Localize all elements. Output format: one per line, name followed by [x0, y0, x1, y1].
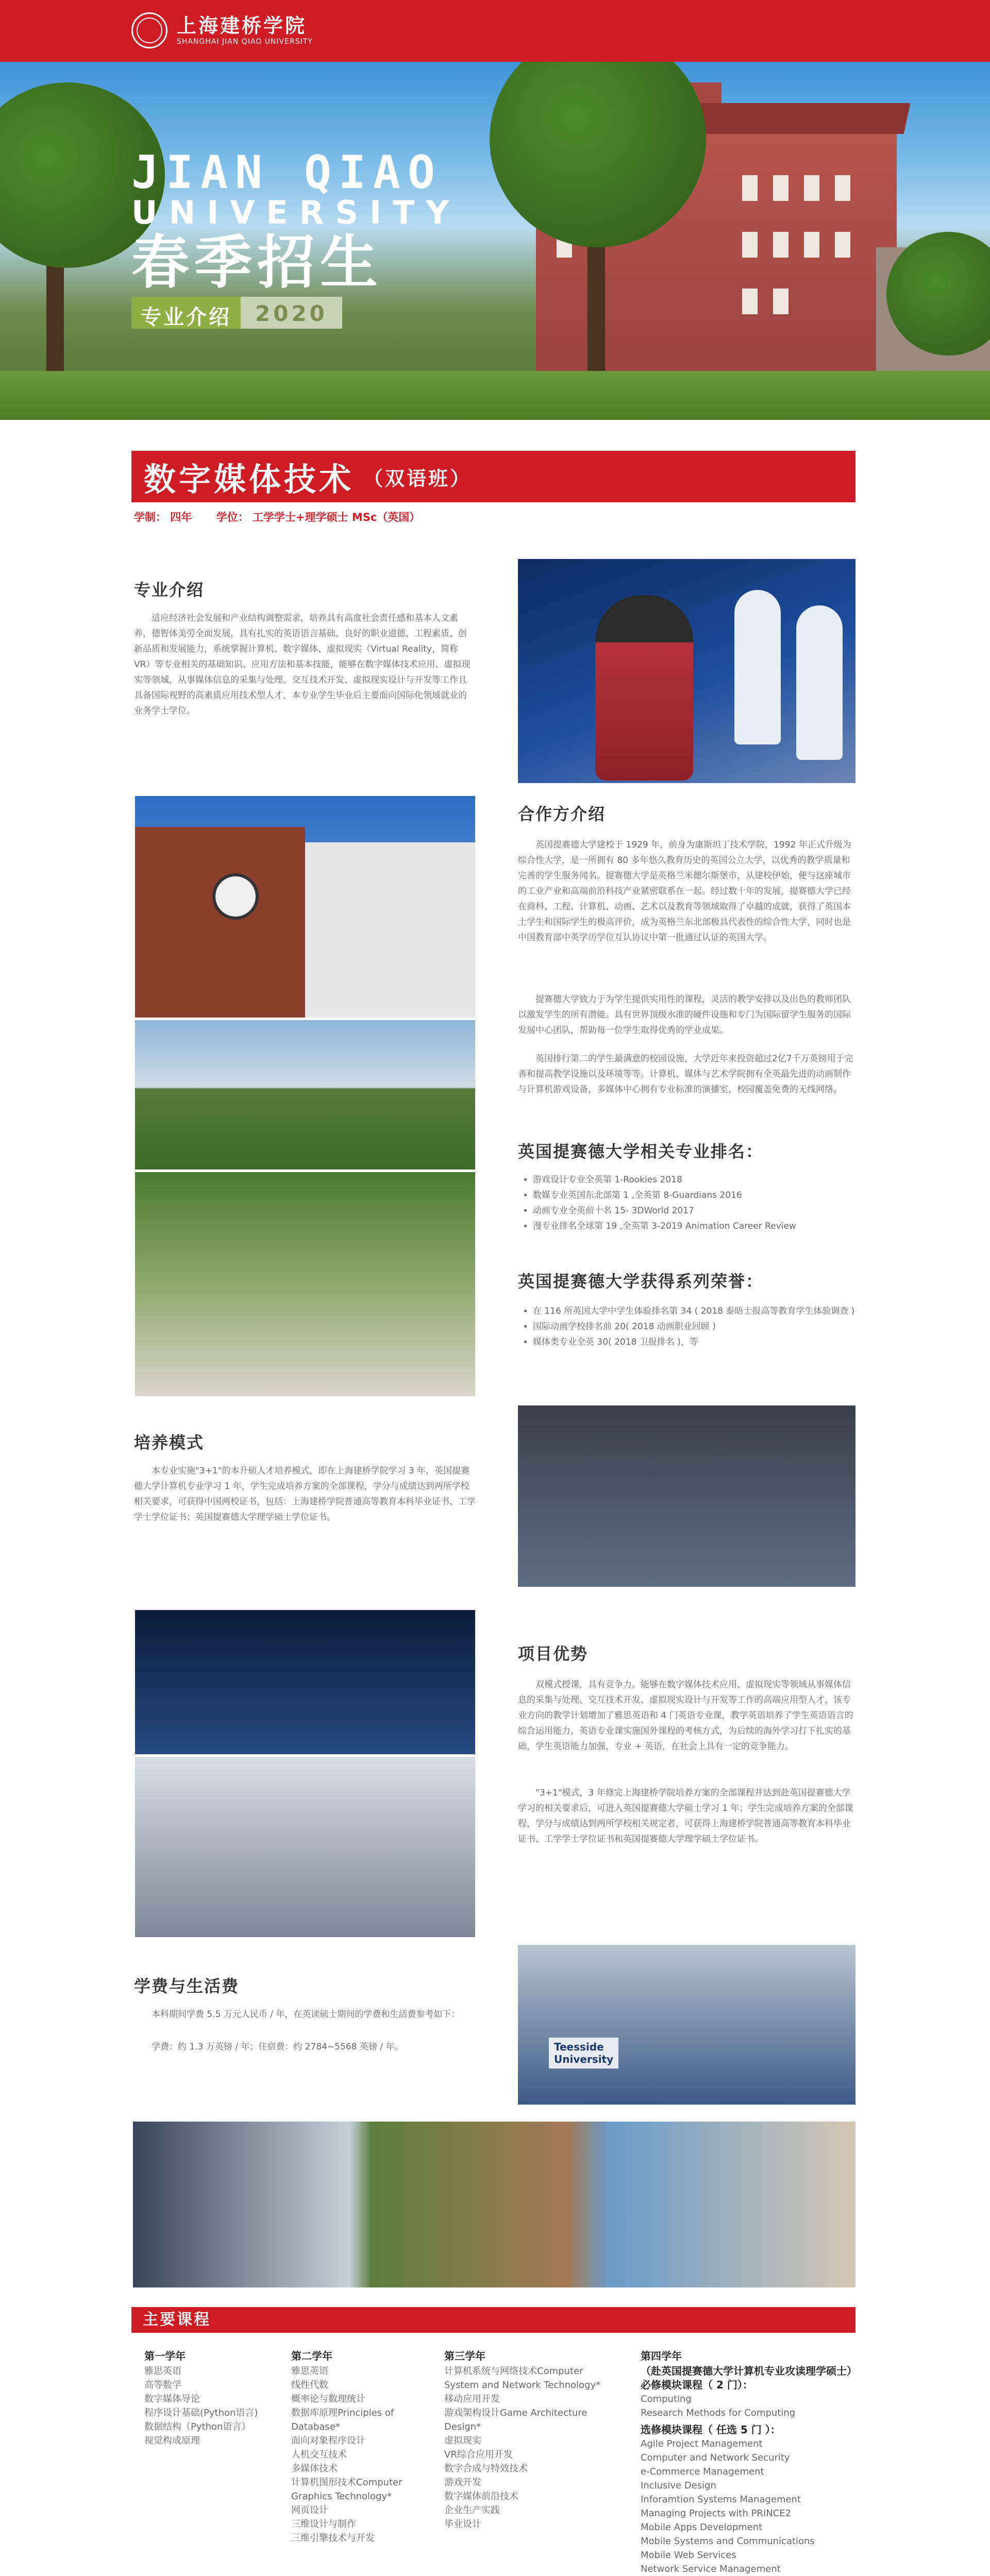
program-title-banner	[131, 451, 855, 502]
hero-tag	[131, 297, 342, 329]
teesside-sign-line1: Teesside	[554, 2041, 604, 2053]
course-item: 企业生产实践	[444, 2505, 500, 2516]
partner-paragraph-3: 英国排行第二的学生最满意的校园设施，大学近年来投资超过2亿7千万英镑用于完善和提高教学设施以及环境等等。计算机、媒体与艺术学院拥有全英最先进的动画制作与计算机游戏设备，多媒体中心拥有专业标准的演播室，校园覆盖免费的无线网络。	[518, 1054, 853, 1095]
course-item: Network Service Management	[641, 2564, 781, 2574]
year-title: 第一学年	[144, 2350, 186, 2362]
campus-photo-strip	[133, 2122, 855, 2287]
course-item: 移动应用开发	[444, 2394, 500, 2404]
course-item: 毕业设计	[444, 2519, 481, 2530]
course-item: 概率论与数理统计	[291, 2394, 365, 2404]
list-item: • 漫专业排名全球第 19 ,全英第 3-2019 Animation Career Review	[533, 1218, 855, 1234]
teesside-sign-line2: University	[554, 2053, 614, 2065]
computer-lab-photo	[135, 1757, 475, 1937]
course-item: Managing Projects with PRINCE2	[641, 2508, 792, 2519]
header-bar	[0, 0, 990, 62]
intro-heading: 专业介绍	[134, 580, 205, 600]
course-item: Database*	[291, 2421, 340, 2432]
course-item: 虚拟现实	[444, 2435, 481, 2446]
course-item: 计算机图形技术Computer	[291, 2477, 402, 2488]
training-heading: 培养模式	[134, 1433, 205, 1452]
teesside-sign	[549, 2038, 618, 2069]
campus-city-photo	[135, 1020, 475, 1170]
training-text: 本专业实施"3+1"的本升硕人才培养模式，即在上海建桥学院学习 3 年，英国提赛德大学计算机专业学习 1 年，学生完成培养方案的全部课程，学分与成绩达到两所学校相关要求，可获得中国两校证书，包括：上海建桥学院普通高等教育本科毕业证书、工学学士学位证书；英国提赛德大学理学硕士学位证书。	[134, 1466, 476, 1522]
honors-heading: 英国提赛德大学获得系列荣誉：	[518, 1272, 764, 1291]
university-seal-icon	[131, 12, 167, 48]
list-item: • 游戏设计专业全英第 1-Rookies 2018	[533, 1172, 855, 1188]
advantage-paragraph-2: "3+1"模式，3 年修完上海建桥学院培养方案的全部课程并达到赴英国提赛德大学学习的相关要求后，可进入英国提赛德大学硕士学习 1 年；学生完成培养方案的全部课程，学分与成绩达到两所学校相关规定者，可获得上海建桥学院普通高等教育本科毕业证书、工学学士学位证书和英国提赛德大学理学硕士学位证书。	[518, 1788, 853, 1844]
advantage-heading: 项目优势	[518, 1644, 589, 1664]
program-meta	[134, 509, 441, 524]
program-duration: 学制： 四年	[134, 511, 192, 523]
course-item: 程序设计基础(Python语言)	[144, 2408, 258, 2418]
partner-paragraph-2: 提赛德大学致力于为学生提供实用性的课程，灵活的教学安排以及出色的教师团队以激发学生的所有潜能。具有世界顶级水准的硬件设施和专门为国际留学生服务的国际发展中心团队，帮助每一位学生取得优秀的学业成果。	[518, 994, 851, 1036]
course-item: 雅思英语	[291, 2366, 328, 2377]
required-modules-title: 必修模块课程（ 2 门）：	[641, 2379, 753, 2391]
course-year-3	[444, 2349, 630, 2531]
program-title: 数字媒体技术	[144, 460, 355, 498]
hero-banner	[0, 62, 990, 420]
course-item: 游戏开发	[444, 2477, 481, 2488]
lab-dummy-photo	[135, 1610, 475, 1754]
campus-clock-tower-photo	[135, 796, 475, 1018]
course-item: 网页设计	[291, 2505, 328, 2516]
course-item: Design*	[444, 2421, 481, 2432]
ranking-list	[521, 1172, 855, 1234]
course-year-1	[144, 2349, 283, 2448]
list-item: • 在 116 所英国大学中学生体验排名第 34 ( 2018 泰晤士报高等教育学生体验调查 )	[533, 1303, 855, 1319]
partner-heading: 合作方介绍	[518, 804, 606, 824]
year-4-subtitle: （赴英国提赛德大学计算机专业攻读理学硕士）	[641, 2365, 857, 2377]
hero-title-line2: UNIVERSITY	[131, 194, 461, 231]
course-item: 数字媒体前沿技术	[444, 2491, 518, 2502]
course-item: 数字合成与特效技术	[444, 2463, 528, 2474]
partner-paragraph-1: 英国提赛德大学建校于 1929 年，前身为康斯坦丁技术学院，1992 年正式升级为综合性大学，是一所拥有 80 多年悠久教育历史的英国公立大学，以优秀的教学质量和完善的学生服务闻名。提赛德大学是英格兰米德尔斯堡市，从建校伊始，便与这座城市的工业产业和高端前沿科技产业紧密联系在一起。经过数十年的发展，提赛德大学已经在商科、工程、计算机、动画、艺术以及教育等领域取得了卓越的成就，获得了英国本土学生和国际学生的极高评价，成为英格兰东北部极具代表性的综合性大学，同时也是中国教育部中英学历学位互认协议中第一批通过认证的英国大学。	[518, 840, 851, 943]
course-item: System and Network Technology*	[444, 2380, 601, 2391]
course-item: 雅思英语	[144, 2366, 181, 2377]
course-item: Mobile Apps Development	[641, 2522, 763, 2533]
course-item: Research Methods for Computing	[641, 2408, 796, 2418]
hero-title-chinese: 春季招生	[131, 229, 383, 296]
course-item: 线性代数	[291, 2380, 328, 2391]
course-item: e-Commerce Management	[641, 2466, 764, 2477]
course-year-4	[641, 2349, 857, 2576]
course-item: 游戏架构设计Game Architecture	[444, 2408, 588, 2418]
university-logo[interactable]	[131, 12, 313, 48]
tuition-heading: 学费与生活费	[134, 1976, 240, 1996]
ranking-heading: 英国提赛德大学相关专业排名：	[518, 1142, 764, 1161]
courses-heading: 主要课程	[131, 2307, 855, 2333]
hero-tag-year: 2020	[241, 297, 342, 329]
teesside-campus-photo	[518, 1945, 855, 2105]
course-item: 数据结构（Python语言）	[144, 2421, 251, 2432]
course-item: 数字媒体导论	[144, 2394, 200, 2404]
course-item: 人机交互技术	[291, 2449, 347, 2460]
tuition-line-1: 本科期间学费 5.5 万元人民币 / 年，在英读硕士期间的学费和生活费参考如下：	[152, 2009, 460, 2020]
elective-modules-title: 选修模块课程（ 任选 5 门 ）：	[641, 2424, 781, 2436]
course-item: 面向对象程序设计	[291, 2435, 365, 2446]
year-title: 第三学年	[444, 2350, 485, 2362]
logo-english-name: SHANGHAI JIAN QIAO UNIVERSITY	[177, 38, 313, 46]
program-degree: 学位： 工学学士+理学硕士 MSc（英国）	[216, 511, 421, 523]
course-item: Agile Project Management	[641, 2438, 763, 2449]
vr-student-photo	[518, 559, 855, 783]
program-title-variant: （双语班）	[363, 467, 472, 490]
classroom-photo	[518, 1405, 855, 1587]
advantage-paragraph-1: 双模式授课，具有竞争力。能够在数字媒体技术应用、虚拟现实等领域从事媒体信息的采集与处理、交互技术开发、虚拟现实设计与开发等工作的高端应用型人才，该专业方向的教学计划增加了雅思英语和 4 门英语专业课，教学英语培养了学生英语语言的综合运用能力，英语专业课实施国外课程的考核方式，为后续的海外学习打下扎实的基础，学生英语能力加强，专业 + 英语，在社会上具有一定的竞争能力。	[518, 1680, 853, 1752]
honors-list	[521, 1303, 855, 1350]
logo-chinese-name: 上海建桥学院	[177, 14, 307, 37]
course-item: Inclusive Design	[641, 2480, 716, 2491]
list-item: • 国际动画学校排名前 20( 2018 动画职业回顾 )	[533, 1319, 855, 1334]
course-item: Graphics Technology*	[291, 2491, 392, 2502]
course-item: Computer and Network Security	[641, 2452, 790, 2463]
list-item: • 数媒专业英国东北部第 1 ,全英第 8-Guardians 2016	[533, 1188, 855, 1203]
course-item: Mobile Web Services	[641, 2550, 736, 2561]
course-item: 多媒体技术	[291, 2463, 338, 2474]
course-item: 三维引擎技术与开发	[291, 2533, 375, 2544]
course-item: 数据库原理Principles of	[291, 2408, 394, 2418]
course-item: VR综合应用开发	[444, 2449, 513, 2460]
course-item: 高等数学	[144, 2380, 181, 2391]
year-title: 第二学年	[291, 2350, 332, 2362]
student-group-photo	[135, 1172, 475, 1396]
year-title: 第四学年	[641, 2350, 682, 2362]
hero-title-line1: JIAN QIAO	[131, 146, 442, 199]
course-item: Inforamtion Systems Management	[641, 2494, 801, 2505]
tuition-line-2: 学费：约 1.3 万英镑 / 年；住宿费：约 2784~5568 英镑 / 年。	[152, 2042, 404, 2052]
course-item: 计算机系统与网络技术Computer	[444, 2366, 583, 2377]
course-year-2	[291, 2349, 441, 2545]
list-item: • 动画专业全英前十名 15- 3DWorld 2017	[533, 1203, 855, 1218]
course-item: Computing	[641, 2394, 692, 2404]
list-item: • 媒体类专业全英 30( 2018 卫报排名 )，等	[533, 1334, 855, 1350]
hero-tag-left: 专业介绍	[131, 297, 241, 329]
course-item: Mobile Systems and Communications	[641, 2536, 815, 2547]
course-item: 视觉构成原理	[144, 2435, 200, 2446]
lawn-image	[0, 371, 990, 420]
intro-text: 适应经济社会发展和产业结构调整需求，培养具有高度社会责任感和基本人文素养，德智体美劳全面发展，具有扎实的英语语言基础、良好的职业道德、工程素质、创新品质和发展能力，系统掌握计算机、数字媒体、虚拟现实（Virtual Reality，简称 VR）等专业相关的基础知识、应用方法和基本技能，能够在数字媒体技术应用、虚拟现实等领域，从事媒体信息的采集与处理、交互技术开发、虚拟现实设计与开发等工作且具备国际视野的高素质应用技术型人才，本专业学生毕业后主要面向国际化领域就业的业务学士学位。	[134, 613, 471, 716]
course-item: 三维设计与制作	[291, 2519, 356, 2530]
